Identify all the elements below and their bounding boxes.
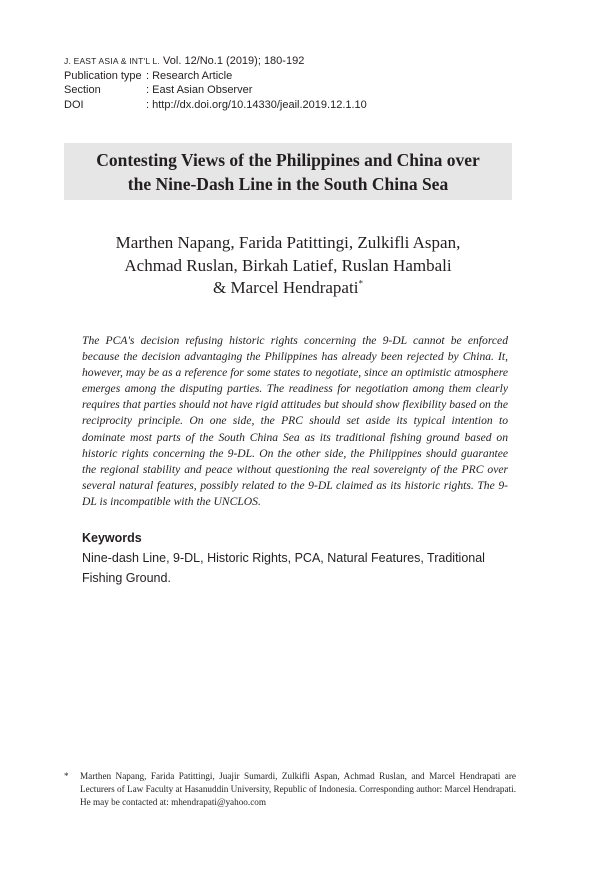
author-footnote-mark: * xyxy=(358,278,363,289)
footnote-mark: * xyxy=(64,771,69,781)
authors-line-3: & Marcel Hendrapati xyxy=(213,278,359,297)
doi-label: DOI xyxy=(64,98,84,111)
authors-block xyxy=(64,232,512,300)
keywords-text: Nine-dash Line, 9-DL, Historic Rights, PCA, Natural Features, Traditional Fishing Ground. xyxy=(82,551,485,585)
article-title xyxy=(96,148,480,196)
footnote-text: Marthen Napang, Farida Patittingi, Juajir Sumardi, Zulkifli Aspan, Achmad Ruslan, and Marcel Hendrapati are Lecturers of Law Faculty at Hasanuddin University, Republic of Indonesia. Corresponding author: Marcel Hendrapati. He may be contacted at: mhendrapati@yahoo.com xyxy=(80,771,516,808)
publication-type-row xyxy=(64,69,484,84)
doi-row xyxy=(64,98,484,113)
title-line-2: the Nine-Dash Line in the South China Sea xyxy=(127,173,449,194)
journal-abbrev: J. EAST ASIA & INT'L L. xyxy=(64,56,160,66)
authors-line-1: Marthen Napang, Farida Patittingi, Zulkifli Aspan, xyxy=(115,233,461,252)
abstract: The PCA's decision refusing historic rights concerning the 9-DL cannot be enforced because the decision advantaging the Philippines has already been rejected by China. It, however, may be as a reference for some states to negotiate, since an optimistic atmosphere emerges among the disputing parties. The readiness for negotiation among them clearly requires that parties should not have rigid attitudes but should show flexibility based on the reciprocity principle. On one side, the PRC should set aside its typical intention to dominate most parts of the South China Sea as its traditional fishing ground based on historic rights concerning the 9-DL. On the other side, the Philippines should guarantee the regional stability and peace without questioning the real sovereignty of the PRC over several natural features, possibly related to the 9-DL claimed as its historic rights. The 9-DL is incompatible with the UNCLOS. xyxy=(82,334,508,508)
doi-link[interactable]: : http://dx.doi.org/10.14330/jeail.2019.12.1.10 xyxy=(146,98,367,111)
authors-line-2: Achmad Ruslan, Birkah Latief, Ruslan Hambali xyxy=(124,255,452,275)
section-row xyxy=(64,83,484,98)
publication-type-label: Publication type xyxy=(64,69,142,82)
title-line-1: Contesting Views of the Philippines and China over xyxy=(96,149,480,170)
authors-line-3-wrap xyxy=(64,277,512,300)
publication-type-value: : Research Article xyxy=(146,69,233,82)
journal-citation xyxy=(64,54,484,69)
footnote xyxy=(64,770,516,810)
journal-volume: Vol. 12/No.1 (2019); 180-192 xyxy=(163,55,305,67)
publication-metadata xyxy=(64,54,484,112)
title-box xyxy=(64,143,512,200)
section-label: Section xyxy=(64,84,101,96)
keywords-heading: Keywords xyxy=(82,531,142,545)
section-value: : East Asian Observer xyxy=(146,84,253,96)
